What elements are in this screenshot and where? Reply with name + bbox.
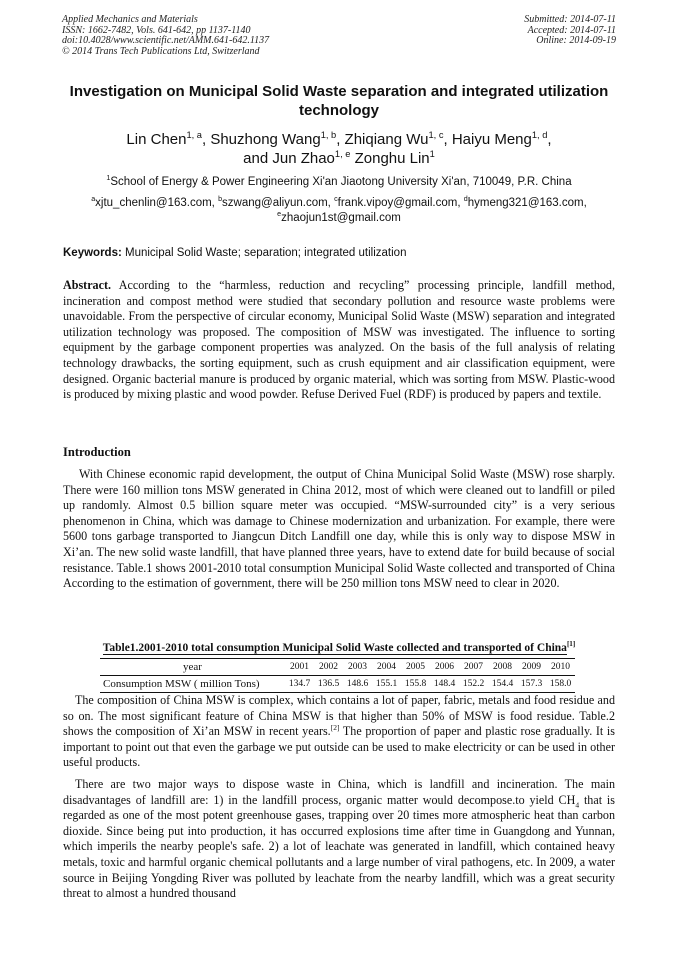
doi-line: doi:10.4028/www.scientific.net/AMM.641-642.1137 bbox=[62, 35, 270, 46]
table-cell: 2006 bbox=[430, 659, 459, 676]
table-cell: 2010 bbox=[546, 659, 575, 676]
author-name: Shuzhong Wang bbox=[210, 131, 321, 148]
email-link[interactable]: xjtu_chenlin@163.com, bbox=[95, 197, 215, 209]
keywords bbox=[63, 246, 615, 261]
table-cell: 2008 bbox=[488, 659, 517, 676]
journal-info bbox=[62, 15, 269, 57]
author-name: Jun Zhao bbox=[272, 150, 335, 167]
author-sup: 1, b bbox=[320, 130, 337, 140]
email-link[interactable]: zhaojun1st@gmail.com bbox=[281, 212, 401, 224]
email-sup: e bbox=[277, 210, 282, 219]
email-sup: d bbox=[463, 195, 468, 204]
author-sup: 1 bbox=[429, 149, 435, 159]
dates-info bbox=[524, 15, 616, 47]
author-sup: 1, d bbox=[531, 130, 548, 140]
email-sup: a bbox=[91, 195, 96, 204]
author-name: Zhiqiang Wu bbox=[344, 131, 429, 148]
table-cell: 152.2 bbox=[459, 676, 488, 693]
table-cell: 155.8 bbox=[401, 676, 430, 693]
table-cell: 2004 bbox=[372, 659, 401, 676]
paragraph bbox=[63, 693, 615, 771]
data-table bbox=[100, 658, 575, 693]
paragraph-text: The composition of China MSW is complex, which contains a lot of paper, fabric, metals and food residue and so on. The most significant feature of China MSW is that higher than 50% of MSW is food residue. Table.2 shows the composition of Xi’an MSW in recent years. bbox=[63, 693, 615, 739]
section-heading-introduction: Introduction bbox=[63, 445, 131, 459]
table-cell: 2003 bbox=[343, 659, 372, 676]
author-name: Zonghu Lin bbox=[354, 150, 430, 167]
author-name: Haiyu Meng bbox=[451, 131, 532, 148]
journal-name: Applied Mechanics and Materials bbox=[62, 14, 198, 25]
paragraph-text: that is regarded as one of the most potent greenhouse gases, trapping over 20 times more atmospheric heat than carbon dioxide. Since being put into production, it has occurred explosions time after time in Guangdong and Yunnan, which imperils the nearby people's safe. 2) a lot of leachate was generated in landfill, which contained heavy metals, toxic and harmful organic chemical pollutants and a large number of viral pathogens, etc. In 2009, a water source in Beijing Yongding River was polluted by leachate from the nearby landfill, which was a great security threat to almost a hundred thousand bbox=[63, 792, 615, 901]
copyright-line: © 2014 Trans Tech Publications Ltd, Switzerland bbox=[62, 45, 260, 57]
citation-ref: [2] bbox=[330, 723, 340, 733]
submitted-date: Submitted: 2014-07-11 bbox=[524, 14, 616, 25]
affiliation bbox=[60, 175, 618, 190]
abstract-text: According to the “harmless, reduction and recycling” processing principle, landfill method, incineration and compost method were studied that secondary pollution and resource waste problems were unavoidable. From the perspective of circular economy, Municipal Solid Waste (MSW) separation and integrated utilization technology was proposed. The composition of MSW was investigated. The influence to sorting equipment by the garbage component properties was analyzed. On the basis of the full analysis of relating technology drawbacks, the sorting equipment, such as crush equipment and air classification equipment, were designed. Organic bacterial manure is produced by organic material, which was sorting from MSW. Plastic-wood is produced by mixing plastic and wood powder. Refuse Derived Fuel (RDF) is produced by papers and textile. bbox=[63, 278, 615, 402]
affiliation-sup: 1 bbox=[106, 174, 111, 183]
author-list: Lin Chen$^{1, a}$, Shuzhong Wang$^{1, b}$, Zhiqiang Wu$^{1, c}$, Haiyu Meng$^{1, d}$, and Jun Zhao$^{1, e}$ Zonghu Lin$^1$ bbox=[126, 130, 552, 167]
table-caption-ref: [1] bbox=[566, 640, 576, 649]
email-link[interactable]: frank.vipoy@gmail.com, bbox=[337, 197, 461, 209]
paragraph-text: The proportion of paper and plastic rose gradually. It is important to point out that even the garbage we put outside can be used to make electricity or can be used in other useful products. bbox=[63, 724, 615, 770]
subscript: 4 bbox=[575, 800, 580, 809]
paragraph: With Chinese economic rapid development, the output of China Municipal Solid Waste (MSW) rose sharply. There were 160 million tons MSW generated in China 2012, most of which were cleaned out to landfill or piled up randomly. Almost 0.5 billion square meter was occupied. “MSW-surrounded city” is a very serious phenomenon in China, which was damage to Chinese modernization and urbanization. For example, there were 5600 tons garbage transported to Jiangcun Ditch Landfill one day, while this is only way to dispose MSW in Xi’an. The new solid waste landfill, that have planned three years, have to extend date for build because of social resistance. Table.1 shows 2001-2010 total consumption Municipal Solid Waste collected and transported of China According to the estimation of government, there will be 250 million tons MSW need to clear in 2020. bbox=[63, 467, 615, 591]
table-cell: 148.6 bbox=[343, 676, 372, 693]
paper-title: Investigation on Municipal Solid Waste separation and integrated utilization technology bbox=[69, 83, 609, 119]
table-row bbox=[100, 676, 575, 693]
affiliation-text: School of Energy & Power Engineering Xi'an Jiaotong University Xi'an, 710049, P.R. China bbox=[110, 176, 572, 188]
author-sup: 1, a bbox=[186, 130, 202, 140]
author-name: Lin Chen bbox=[126, 131, 187, 148]
author-sup: 1, e bbox=[334, 149, 351, 159]
issn-line: ISSN: 1662-7482, Vols. 641-642, pp 1137-1140 bbox=[62, 24, 251, 36]
email-sup: c bbox=[334, 195, 338, 204]
email-sup: b bbox=[218, 195, 223, 204]
table-cell: 136.5 bbox=[314, 676, 343, 693]
table-cell: 134.7 bbox=[285, 676, 314, 693]
table-caption-text: Table1.2001-2010 total consumption Municipal Solid Waste collected and transported of China bbox=[102, 642, 567, 654]
keywords-label: Keywords: bbox=[63, 247, 122, 259]
table-header-cell: Consumption MSW ( million Tons) bbox=[100, 676, 285, 693]
author-emails bbox=[60, 196, 618, 226]
accepted-date: Accepted: 2014-07-11 bbox=[527, 24, 616, 36]
abstract bbox=[63, 278, 615, 403]
author-sup: 1, c bbox=[428, 130, 444, 140]
table-cell: 154.4 bbox=[488, 676, 517, 693]
online-date: Online: 2014-09-19 bbox=[536, 35, 616, 46]
table-cell: 155.1 bbox=[372, 676, 401, 693]
table-cell: 157.3 bbox=[517, 676, 546, 693]
and-word: and bbox=[243, 150, 269, 167]
table-header-cell: year bbox=[100, 659, 285, 676]
table-cell: 2005 bbox=[401, 659, 430, 676]
table-cell: 2002 bbox=[314, 659, 343, 676]
table-row bbox=[100, 659, 575, 676]
email-link[interactable]: hymeng321@163.com, bbox=[467, 197, 587, 209]
table-cell: 2001 bbox=[285, 659, 314, 676]
table-cell: 158.0 bbox=[546, 676, 575, 693]
table-caption bbox=[63, 642, 615, 654]
abstract-label: Abstract. bbox=[63, 278, 112, 292]
email-link[interactable]: szwang@aliyun.com, bbox=[222, 197, 331, 209]
table-cell: 2007 bbox=[459, 659, 488, 676]
paragraph-text: There are two major ways to dispose waste in China, which is landfill and incineration. The main disadvantages of landfill are: 1) in the landfill process, organic matter would decompose.to yield CH bbox=[63, 777, 615, 807]
table-cell: 2009 bbox=[517, 659, 546, 676]
paragraph bbox=[63, 777, 615, 902]
keywords-text: Municipal Solid Waste; separation; integrated utilization bbox=[121, 247, 407, 259]
table-cell: 148.4 bbox=[430, 676, 459, 693]
